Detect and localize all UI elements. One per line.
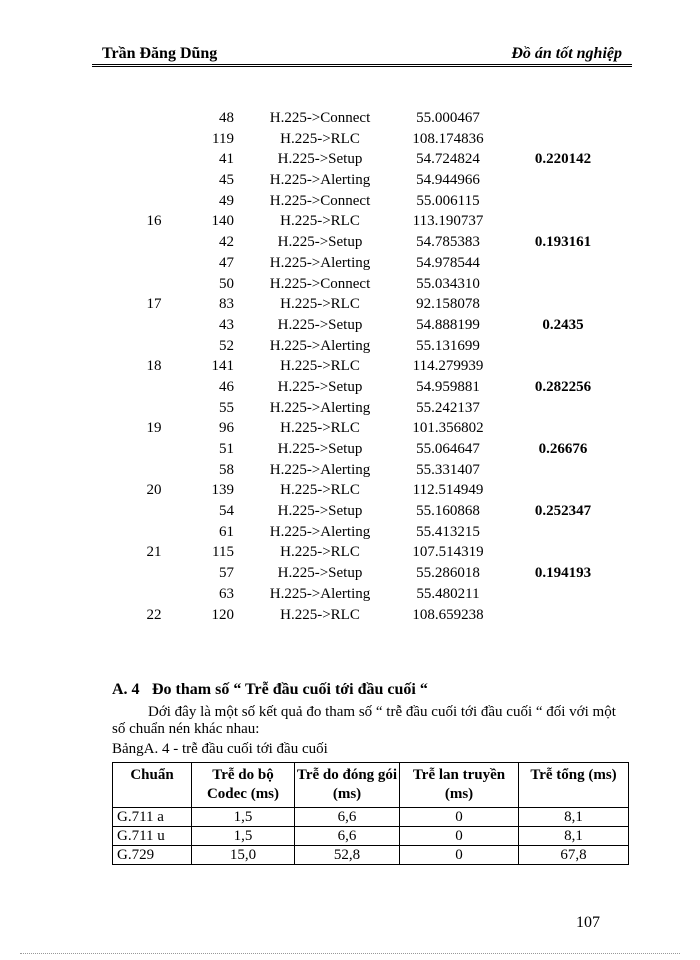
message-id: 120: [211, 606, 234, 623]
header-cell: Chuẩn: [113, 763, 192, 808]
message-type: H.225->Setup: [277, 503, 363, 520]
delay-value: 0.282256: [534, 378, 592, 395]
author-name: Trần Đăng Dũng: [102, 45, 218, 62]
message-type: H.225->Alerting: [269, 399, 371, 416]
group-number: 18: [146, 358, 162, 375]
measurement-row: [0, 482, 700, 503]
table-cell: 15,0: [192, 846, 295, 865]
table-row: [113, 827, 629, 846]
timestamp: 54.978544: [416, 254, 480, 271]
message-type: H.225->Alerting: [269, 523, 371, 540]
table-row: [113, 846, 629, 865]
message-type: H.225->Setup: [277, 151, 363, 168]
section-title: Đo tham số “ Trễ đầu cuối tới đầu cuối “: [152, 681, 428, 698]
message-id: 57: [219, 565, 234, 582]
message-type: H.225->RLC: [280, 420, 360, 437]
message-type: H.225->RLC: [280, 213, 360, 230]
table-cell: 1,5: [192, 808, 295, 827]
message-id: 141: [211, 358, 234, 375]
timestamp: 55.064647: [416, 441, 480, 457]
message-id: 140: [211, 213, 234, 230]
measurement-row: [0, 379, 700, 400]
message-type: H.225->Connect: [269, 192, 371, 209]
message-id: 55: [219, 399, 234, 416]
table-cell: 8,1: [519, 808, 629, 827]
timestamp: 108.659238: [412, 606, 484, 623]
message-id: 45: [219, 172, 234, 189]
timestamp: 112.514949: [412, 482, 484, 499]
measurement-row: [0, 296, 700, 317]
measurement-list: [0, 110, 700, 627]
measurement-row: [0, 358, 700, 379]
timestamp: 55.242137: [416, 399, 480, 416]
table-header-row: [113, 763, 629, 808]
timestamp: 55.480211: [416, 585, 480, 602]
message-type: H.225->Setup: [277, 378, 363, 395]
message-type: H.225->Setup: [277, 441, 363, 457]
table-cell: 67,8: [519, 846, 629, 865]
delay-value: 0.194193: [534, 565, 592, 582]
group-number: 22: [146, 606, 162, 623]
measurement-row: [0, 462, 700, 483]
timestamp: 55.286018: [416, 565, 480, 582]
header-cell: Trễ do đóng gói (ms): [295, 763, 400, 808]
message-id: 58: [219, 461, 234, 478]
table-caption: BảngA. 4 - trễ đầu cuối tới đầu cuối: [112, 741, 328, 757]
measurement-row: [0, 565, 700, 586]
table-cell: 6,6: [295, 827, 400, 846]
message-type: H.225->RLC: [280, 130, 360, 147]
table-cell: 6,6: [295, 808, 400, 827]
message-type: H.225->RLC: [280, 358, 360, 375]
measurement-row: [0, 400, 700, 421]
message-id: 115: [212, 544, 234, 561]
group-number: 19: [146, 420, 162, 437]
intro-paragraph: [112, 704, 632, 738]
timestamp: 113.190737: [412, 213, 484, 230]
measurement-row: [0, 110, 700, 131]
timestamp: 54.959881: [416, 378, 480, 395]
message-type: H.225->RLC: [280, 606, 360, 623]
timestamp: 55.413215: [416, 523, 480, 540]
measurement-row: [0, 276, 700, 297]
measurement-row: [0, 131, 700, 152]
timestamp: 54.785383: [416, 234, 480, 251]
message-type: H.225->RLC: [280, 544, 360, 561]
timestamp: 54.888199: [416, 316, 480, 333]
table-cell: 0: [400, 808, 519, 827]
message-type: H.225->Setup: [277, 565, 363, 582]
section-number: A. 4: [112, 681, 140, 698]
timestamp: 54.724824: [416, 151, 480, 168]
page-header: [92, 41, 632, 65]
group-number: 21: [146, 544, 162, 561]
document-title: Đồ án tốt nghiệp: [511, 45, 622, 62]
message-id: 52: [219, 337, 234, 354]
delay-value: 0.252347: [534, 503, 592, 520]
message-id: 49: [219, 192, 234, 209]
timestamp: 55.331407: [416, 461, 480, 478]
message-type: H.225->Connect: [269, 110, 371, 126]
measurement-row: [0, 441, 700, 462]
table-cell: 8,1: [519, 827, 629, 846]
message-id: 48: [219, 110, 234, 126]
measurement-row: [0, 586, 700, 607]
delay-value: 0.2435: [542, 316, 584, 333]
table-cell: 52,8: [295, 846, 400, 865]
measurement-row: [0, 193, 700, 214]
message-type: H.225->RLC: [280, 482, 360, 499]
message-type: H.225->Setup: [277, 234, 363, 251]
message-type: H.225->Alerting: [269, 585, 371, 602]
header-rule: [92, 64, 632, 67]
group-number: 16: [146, 213, 162, 230]
message-id: 51: [219, 441, 234, 457]
message-id: 42: [219, 234, 234, 251]
delay-table: [112, 762, 629, 865]
group-number: 20: [146, 482, 162, 499]
message-type: H.225->RLC: [280, 296, 360, 313]
delay-value: 0.220142: [534, 151, 592, 168]
measurement-row: [0, 151, 700, 172]
message-type: H.225->Connect: [269, 275, 371, 292]
delay-value: 0.193161: [534, 234, 592, 251]
intro-text: Dới đây là một số kết quả đo tham số “ trễ đầu cuối tới đầu cuối “ đối với một số chuẩn nén khác nhau:: [112, 704, 616, 737]
message-type: H.225->Alerting: [269, 172, 371, 189]
message-id: 119: [212, 130, 234, 147]
message-id: 47: [219, 254, 234, 271]
table-cell: 0: [400, 846, 519, 865]
message-id: 83: [219, 296, 234, 313]
message-type: H.225->Alerting: [269, 461, 371, 478]
message-type: H.225->Alerting: [269, 337, 371, 354]
table-row: [113, 808, 629, 827]
timestamp: 54.944966: [416, 172, 480, 189]
message-id: 41: [219, 151, 234, 168]
message-id: 46: [219, 378, 234, 395]
header-cell: Trễ do bộ Codec (ms): [192, 763, 295, 808]
footer-rule: [20, 953, 680, 954]
message-id: 139: [211, 482, 234, 499]
message-id: 96: [219, 420, 234, 437]
message-id: 50: [219, 275, 234, 292]
message-id: 63: [219, 585, 234, 602]
measurement-row: [0, 607, 700, 628]
table-cell: 1,5: [192, 827, 295, 846]
measurement-row: [0, 503, 700, 524]
message-id: 43: [219, 316, 234, 333]
table-cell: 0: [400, 827, 519, 846]
timestamp: 55.034310: [416, 275, 480, 292]
header-cell: Trễ tổng (ms): [519, 763, 629, 808]
delay-value: 0.26676: [538, 441, 588, 457]
message-type: H.225->Setup: [277, 316, 363, 333]
measurement-row: [0, 544, 700, 565]
measurement-row: [0, 338, 700, 359]
group-number: 17: [146, 296, 162, 313]
page-number: 107: [576, 914, 600, 931]
message-type: H.225->Alerting: [269, 254, 371, 271]
measurement-row: [0, 255, 700, 276]
table-cell: G.729: [113, 846, 192, 865]
section-heading: [112, 681, 428, 699]
message-id: 54: [219, 503, 234, 520]
timestamp: 108.174836: [412, 130, 484, 147]
measurement-row: [0, 420, 700, 441]
timestamp: 55.131699: [416, 337, 480, 354]
timestamp: 101.356802: [412, 420, 484, 437]
timestamp: 55.000467: [416, 110, 480, 126]
timestamp: 55.160868: [416, 503, 480, 520]
message-id: 61: [219, 523, 234, 540]
measurement-row: [0, 234, 700, 255]
measurement-row: [0, 172, 700, 193]
table-cell: G.711 u: [113, 827, 192, 846]
measurement-row: [0, 213, 700, 234]
measurement-row: [0, 524, 700, 545]
measurement-row: [0, 317, 700, 338]
header-cell: Trễ lan truyền (ms): [400, 763, 519, 808]
timestamp: 55.006115: [416, 192, 480, 209]
timestamp: 114.279939: [412, 358, 484, 375]
timestamp: 107.514319: [412, 544, 484, 561]
table-cell: G.711 a: [113, 808, 192, 827]
timestamp: 92.158078: [416, 296, 480, 313]
